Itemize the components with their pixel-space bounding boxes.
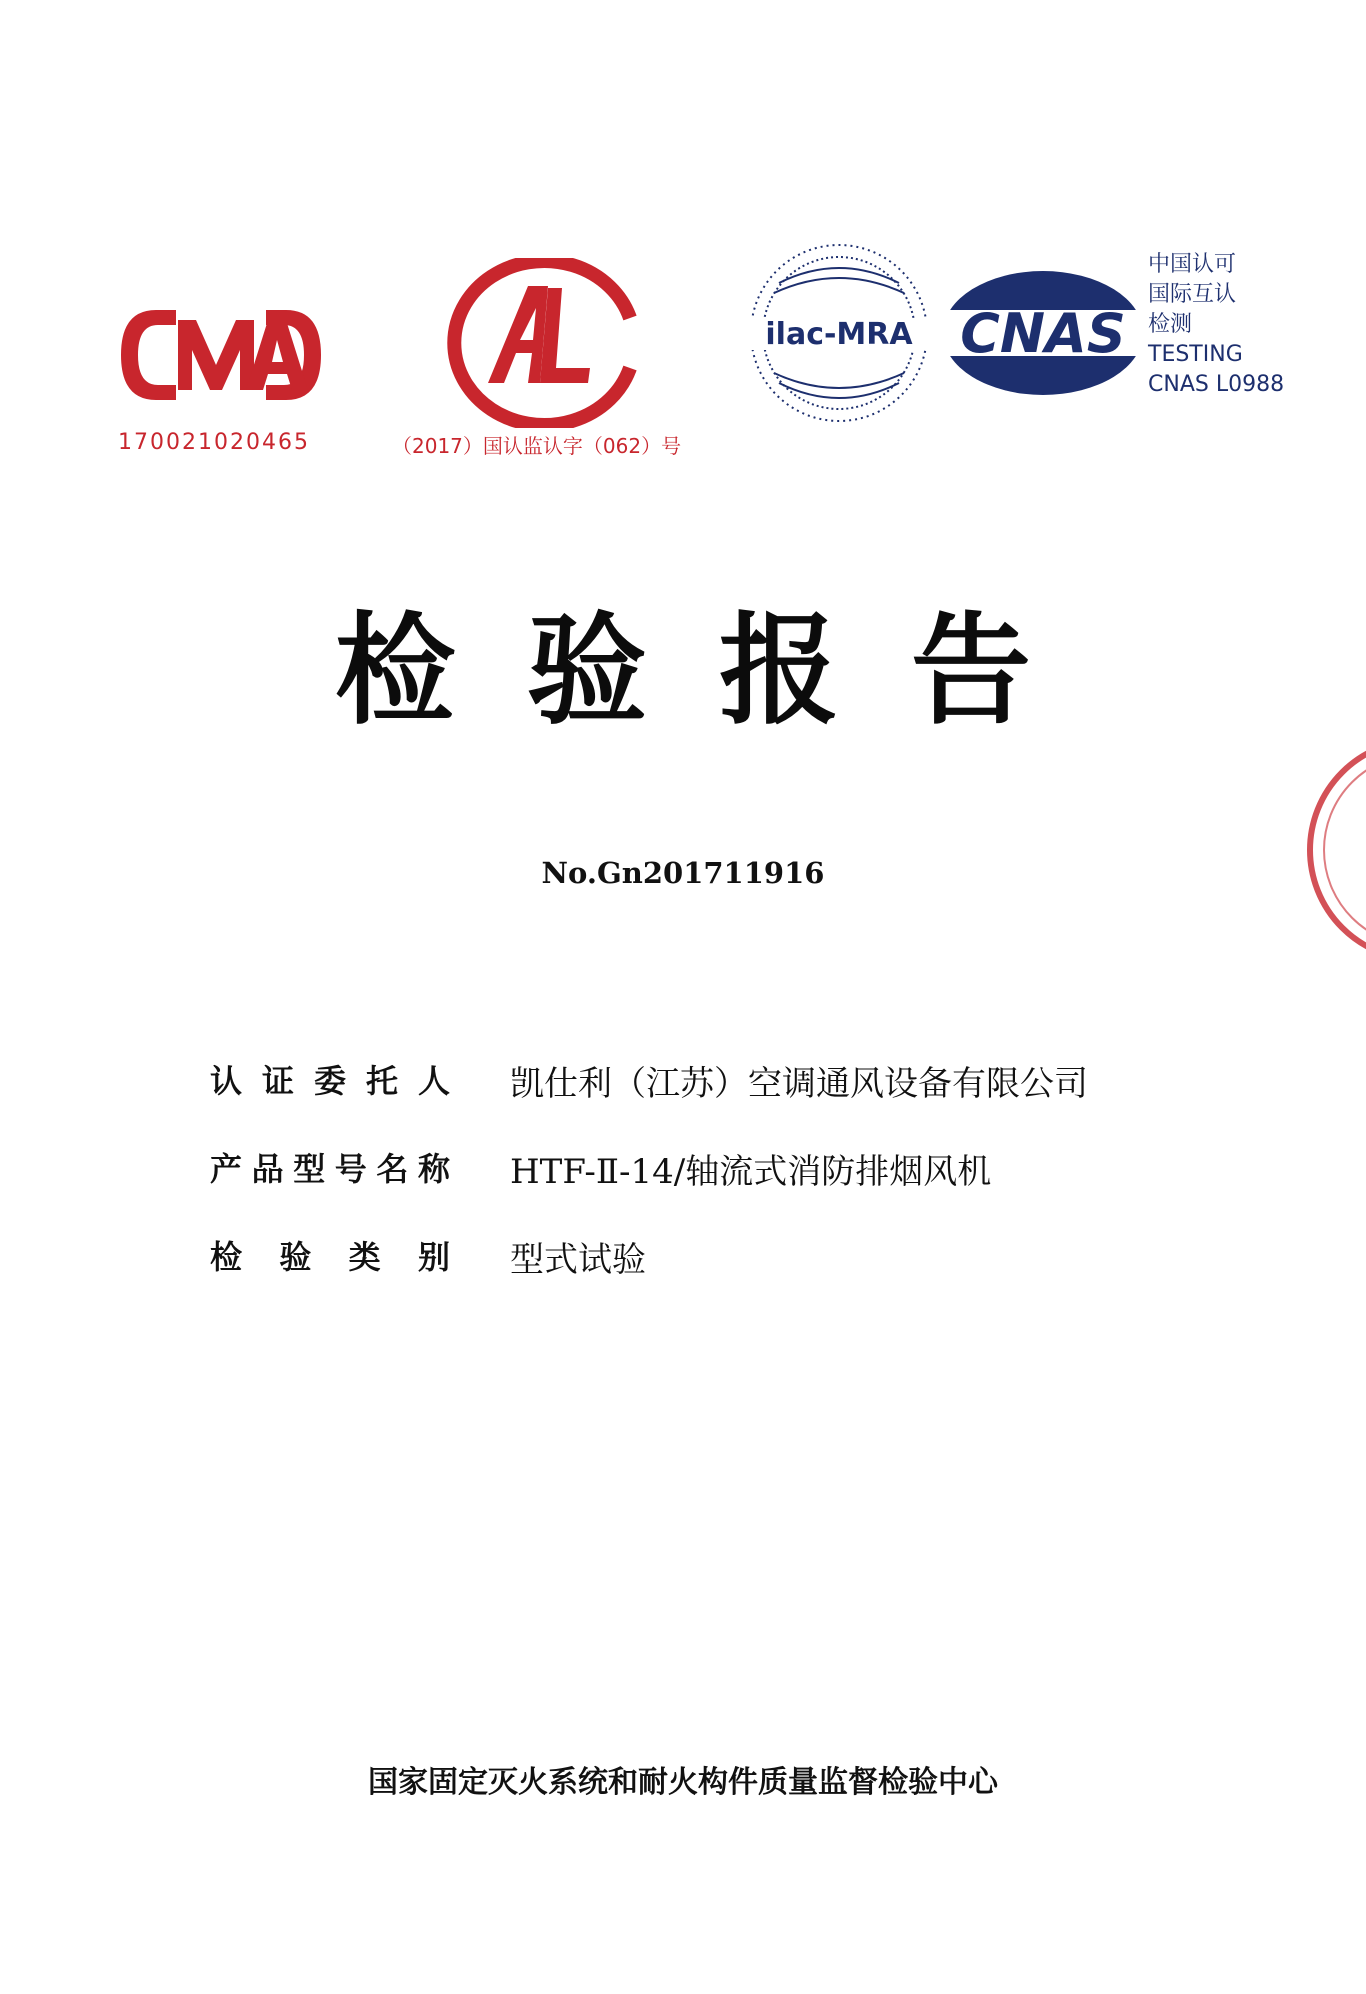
info-value: HTF-Ⅱ-14/轴流式消防排烟风机 [510, 1152, 992, 1192]
cma-logo [116, 290, 326, 420]
info-label: 认 证 委 托 人 [210, 1062, 450, 1100]
cma-number: 170021020465 [118, 430, 310, 455]
cal-number: （2017）国认监认字（062）号 [392, 434, 682, 458]
info-label: 产 品 型 号 名 称 [210, 1150, 450, 1188]
cnas-line: TESTING [1148, 342, 1243, 367]
report-title: 检验报告 [335, 602, 1103, 741]
cnas-line: CNAS L0988 [1148, 372, 1285, 397]
info-label: 检 验 类 别 [210, 1238, 450, 1276]
info-value: 型式试验 [510, 1240, 646, 1280]
cal-logo [440, 258, 640, 428]
cnas-line: 国际互认 [1148, 282, 1237, 307]
cnas-line: 中国认可 [1148, 252, 1237, 277]
cnas-mark: CNAS [960, 302, 1126, 365]
cnas-line: 检测 [1148, 312, 1193, 337]
ilac-mra-mark: ilac-MRA [765, 317, 913, 352]
ilac-mra-logo [744, 238, 934, 428]
cnas-accreditation-text [1148, 250, 1284, 400]
report-number: No.Gn201711916 [541, 856, 825, 890]
official-seal-icon [1290, 730, 1366, 974]
info-value: 凯仕利（江苏）空调通风设备有限公司 [510, 1064, 1088, 1104]
issuing-organization: 国家固定灭火系统和耐火构件质量监督检验中心 [368, 1765, 998, 1800]
cnas-logo [938, 258, 1148, 408]
